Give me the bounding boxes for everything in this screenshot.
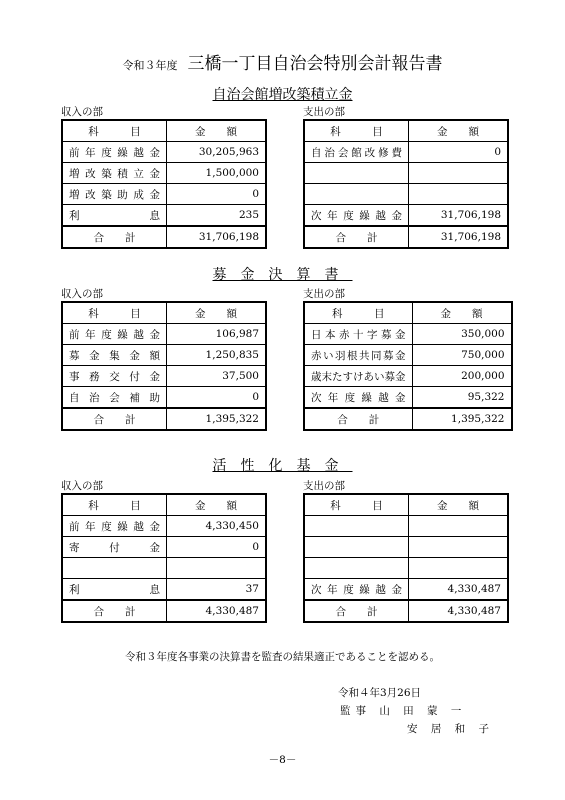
amount-cell: 31,706,198 (409, 205, 509, 227)
item-cell: 日本赤十字募金 (304, 324, 412, 345)
total-amount: 4,330,487 (409, 600, 509, 622)
item-cell: 事務交付金 (62, 366, 167, 387)
item-cell: 赤い羽根共同募金 (304, 345, 412, 366)
amount-cell (409, 184, 509, 205)
table-header-row (62, 494, 266, 516)
table-row (304, 205, 508, 227)
section-title-donations: 募金決算書 (212, 267, 353, 283)
total-label: 合 計 (304, 600, 409, 622)
table-row (304, 142, 508, 163)
amount-cell (409, 558, 509, 579)
amount-cell: 0 (167, 537, 267, 558)
expense-table (303, 301, 513, 431)
item-cell: 次年度繰越金 (304, 387, 412, 409)
total-label: 合 計 (62, 600, 167, 622)
table-header-row (62, 302, 266, 324)
total-row (62, 226, 266, 248)
amount-cell: 0 (167, 184, 267, 205)
item-cell (304, 184, 409, 205)
item-cell: 増改築助成金 (62, 184, 167, 205)
amount-cell (167, 558, 267, 579)
item-cell: 利息 (62, 579, 167, 601)
table-row (62, 516, 266, 537)
amount-cell: 0 (167, 387, 267, 409)
total-row (62, 408, 266, 430)
total-row (304, 600, 508, 622)
expense-label: 支出の部 (303, 106, 345, 118)
amount-cell: 0 (409, 142, 509, 163)
amount-cell: 350,000 (412, 324, 512, 345)
amount-cell: 37 (167, 579, 267, 601)
table-row (62, 537, 266, 558)
amount-cell: 30,205,963 (167, 142, 267, 163)
item-cell: 自治会補助 (62, 387, 167, 409)
item-cell: 歳末たすけあい募金 (304, 366, 412, 387)
total-row (62, 600, 266, 622)
table-row (62, 345, 266, 366)
table-row (62, 366, 266, 387)
document-title (0, 49, 565, 74)
table-row (62, 205, 266, 227)
total-row (304, 408, 512, 430)
amount-cell: 106,987 (167, 324, 267, 345)
page-number: －8－ (268, 754, 297, 766)
item-cell (304, 163, 409, 184)
audit-statement: 令和３年度各事業の決算書を監査の結果適正であることを認める。 (125, 651, 440, 663)
item-cell: 次年度繰越金 (304, 579, 409, 601)
item-cell (304, 516, 409, 537)
col-item-header: 科 目 (62, 494, 167, 516)
income-table (61, 301, 267, 431)
item-cell: 募金集金額 (62, 345, 167, 366)
amount-cell: 200,000 (412, 366, 512, 387)
table-row (304, 558, 508, 579)
col-item-header: 科 目 (62, 120, 167, 142)
income-label: 収入の部 (61, 106, 103, 118)
table-row (304, 579, 508, 601)
col-amount-header: 金 額 (409, 494, 509, 516)
table-row (304, 387, 512, 409)
item-cell: 増改築積立金 (62, 163, 167, 184)
amount-cell (409, 537, 509, 558)
col-amount-header: 金 額 (167, 494, 267, 516)
table-header-row (304, 120, 508, 142)
table-row (62, 558, 266, 579)
total-amount: 31,706,198 (167, 226, 267, 248)
table-row (304, 516, 508, 537)
amount-cell: 1,250,835 (167, 345, 267, 366)
item-cell: 次年度繰越金 (304, 205, 409, 227)
col-amount-header: 金 額 (409, 120, 509, 142)
item-cell: 利息 (62, 205, 167, 227)
table-row (62, 142, 266, 163)
col-amount-header: 金 額 (412, 302, 512, 324)
table-row (304, 163, 508, 184)
table-row (62, 184, 266, 205)
total-label: 合 計 (62, 408, 167, 430)
col-item-header: 科 目 (304, 302, 412, 324)
amount-cell (409, 516, 509, 537)
item-cell: 前年度繰越金 (62, 142, 167, 163)
expense-table (303, 119, 509, 249)
table-row (304, 366, 512, 387)
income-table (61, 493, 267, 623)
table-row (304, 345, 512, 366)
table-row (304, 537, 508, 558)
table-row (62, 387, 266, 409)
expense-label: 支出の部 (303, 480, 345, 492)
table-row (304, 184, 508, 205)
auditor-name-2: 安 居 和 子 (407, 723, 495, 735)
amount-cell: 95,322 (412, 387, 512, 409)
item-cell (304, 537, 409, 558)
amount-cell: 750,000 (412, 345, 512, 366)
item-cell: 寄付金 (62, 537, 167, 558)
table-header-row (304, 494, 508, 516)
total-row (304, 226, 508, 248)
auditor-name-1: 監事 山 田 蒙 一 (340, 705, 467, 717)
total-amount: 4,330,487 (167, 600, 267, 622)
col-item-header: 科 目 (304, 120, 409, 142)
table-row (62, 163, 266, 184)
total-label: 合 計 (304, 408, 412, 430)
table-row (62, 579, 266, 601)
item-cell: 前年度繰越金 (62, 516, 167, 537)
amount-cell (409, 163, 509, 184)
total-label: 合 計 (62, 226, 167, 248)
title-text: 三橋一丁目自治会特別会計報告書 (187, 54, 443, 74)
table-header-row (304, 302, 512, 324)
total-amount: 31,706,198 (409, 226, 509, 248)
amount-cell: 235 (167, 205, 267, 227)
amount-cell: 4,330,450 (167, 516, 267, 537)
item-cell: 自治会館改修費 (304, 142, 409, 163)
amount-cell: 1,500,000 (167, 163, 267, 184)
item-cell (62, 558, 167, 579)
item-cell (304, 558, 409, 579)
expense-table (303, 493, 509, 623)
expense-label: 支出の部 (303, 288, 345, 300)
col-item-header: 科 目 (62, 302, 167, 324)
fiscal-year-label: 令和３年度 (122, 59, 178, 72)
table-row (62, 324, 266, 345)
amount-cell: 4,330,487 (409, 579, 509, 601)
income-table (61, 119, 267, 249)
total-amount: 1,395,322 (412, 408, 512, 430)
amount-cell: 37,500 (167, 366, 267, 387)
col-amount-header: 金 額 (167, 120, 267, 142)
col-amount-header: 金 額 (167, 302, 267, 324)
col-item-header: 科 目 (304, 494, 409, 516)
table-header-row (62, 120, 266, 142)
total-label: 合 計 (304, 226, 409, 248)
section-title-building-fund: 自治会館増改築積立金 (212, 87, 353, 103)
income-label: 収入の部 (61, 480, 103, 492)
table-row (304, 324, 512, 345)
section-title-revitalization-fund: 活性化基金 (212, 458, 353, 474)
total-amount: 1,395,322 (167, 408, 267, 430)
income-label: 収入の部 (61, 288, 103, 300)
audit-date: 令和４年3月26日 (338, 687, 422, 699)
item-cell: 前年度繰越金 (62, 324, 167, 345)
